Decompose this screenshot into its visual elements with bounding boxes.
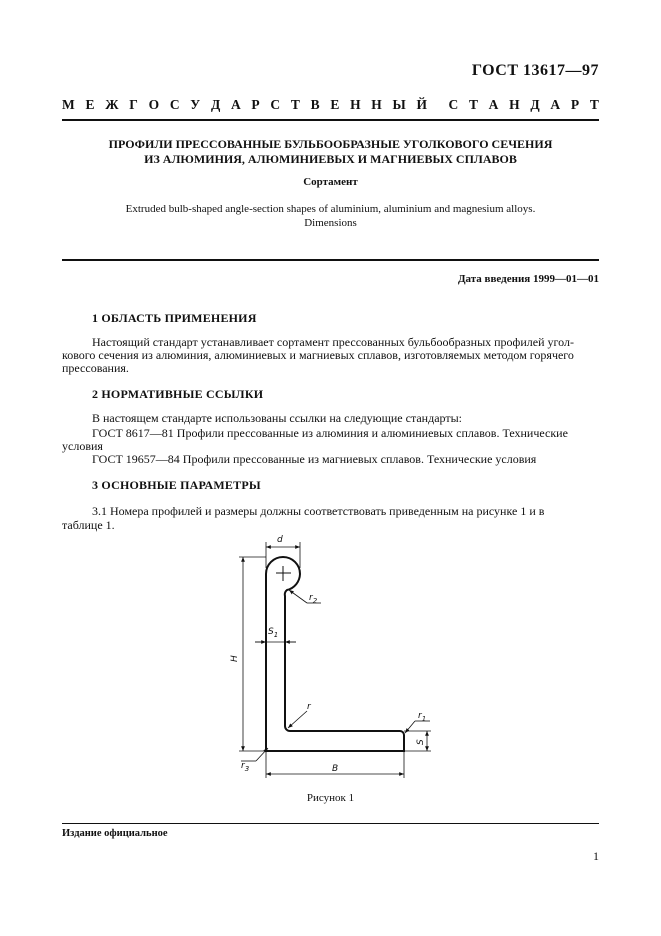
interstate-letter: С <box>270 97 281 112</box>
section-3-heading: 3 ОСНОВНЫЕ ПАРАМЕТРЫ <box>92 478 261 492</box>
document-title-line-1: ПРОФИЛИ ПРЕССОВАННЫЕ БУЛЬБООБРАЗНЫЕ УГОЛКОВОГО СЕЧЕНИЯ <box>108 137 553 151</box>
reference-gost-8617-cont: условия <box>62 439 103 453</box>
document-title-line-2: ИЗ АЛЮМИНИЯ, АЛЮМИНИЕВЫХ И МАГНИЕВЫХ СПЛАВОВ <box>144 152 517 166</box>
interstate-letter: Н <box>509 97 520 112</box>
profile-outline <box>266 557 404 751</box>
figure-1-profile-drawing <box>225 528 445 788</box>
interstate-letter: Д <box>210 97 221 112</box>
interstate-letter: У <box>190 97 201 112</box>
interstate-letter: В <box>310 97 320 112</box>
r-leader <box>288 711 307 728</box>
figure-caption: Рисунок 1 <box>306 792 355 804</box>
interstate-letter: С <box>169 97 180 112</box>
page-number: 1 <box>593 849 599 863</box>
introduction-date: Дата введения 1999—01—01 <box>457 273 599 285</box>
r2-leader <box>289 590 307 603</box>
header-rule <box>62 119 599 121</box>
interstate-letter: Д <box>530 97 540 112</box>
section-2-intro <box>62 412 599 425</box>
english-title-line-2: Dimensions <box>304 217 357 229</box>
title-rule <box>62 259 599 261</box>
interstate-letter: Е <box>330 97 340 112</box>
interstate-letter: Р <box>570 97 580 112</box>
interstate-letter: Ж <box>105 97 119 112</box>
reference-gost-8617-text: ГОСТ 8617—81 Профили прессованные из алюминия и алюминиевых сплавов. Технические <box>92 426 568 440</box>
document-subtitle: Сортамент <box>303 176 358 188</box>
english-title-line-1: Extruded bulb-shaped angle-section shapes of aluminium, aluminium and magnesium alloys. <box>125 203 536 215</box>
interstate-letter: Й <box>416 97 428 112</box>
section-1-heading: 1 ОБЛАСТЬ ПРИМЕНЕНИЯ <box>92 311 257 325</box>
interstate-letter: Н <box>350 97 361 112</box>
interstate-letter: А <box>550 97 561 112</box>
reference-gost-8617 <box>62 427 599 440</box>
label-r: r <box>307 702 311 712</box>
label-s1: $S_1$ <box>268 627 279 639</box>
section-1-line-3: прессования. <box>62 361 129 375</box>
reference-gost-19657 <box>62 453 599 466</box>
interstate-letter: Е <box>85 97 95 112</box>
section-2-heading: 2 НОРМАТИВНЫЕ ССЫЛКИ <box>92 387 264 401</box>
section-3-line-1 <box>62 505 599 518</box>
section-3-line-1-text: 3.1 Номера профилей и размеры должны соответствовать приведенным на рисунке 1 и в <box>92 504 545 518</box>
interstate-letter: Н <box>371 97 382 112</box>
label-r3: $r_3$ <box>241 761 250 773</box>
interstate-standard-banner <box>62 97 599 113</box>
reference-gost-19657-text: ГОСТ 19657—84 Профили прессованные из магниевых сплавов. Технические условия <box>92 452 537 466</box>
interstate-letter: О <box>148 97 160 112</box>
official-edition-note: Издание официальное <box>62 828 168 839</box>
section-1-line-1-text: Настоящий стандарт устанавливает сортамент прессованных бульбообразных профилей угол- <box>92 335 574 349</box>
label-r1: $r_1$ <box>418 711 427 723</box>
label-d: d <box>277 535 283 545</box>
footer-rule <box>62 823 599 824</box>
interstate-letter: Т <box>290 97 300 112</box>
standard-code: ГОСТ 13617—97 <box>471 62 599 79</box>
interstate-letter: Т <box>589 97 599 112</box>
label-r2: $r_2$ <box>309 593 318 605</box>
interstate-letter: Т <box>468 97 478 112</box>
interstate-letter: Р <box>251 97 260 112</box>
interstate-letter: Ы <box>392 97 406 112</box>
interstate-letter: Г <box>129 97 138 112</box>
label-b: B <box>332 764 339 774</box>
interstate-letter: А <box>230 97 241 112</box>
label-s: S <box>416 739 426 745</box>
interstate-letter: С <box>448 97 459 112</box>
section-3-line-2: таблице 1. <box>62 518 115 532</box>
section-1-line-2: кового сечения из алюминия, алюминиевых и магниевых сплавов, изготовляемых методом горячего <box>62 348 574 362</box>
interstate-letter: М <box>62 97 75 112</box>
section-2-intro-text: В настоящем стандарте использованы ссылки на следующие стандарты: <box>92 411 463 425</box>
label-h: H <box>230 655 240 662</box>
interstate-letter: А <box>488 97 499 112</box>
